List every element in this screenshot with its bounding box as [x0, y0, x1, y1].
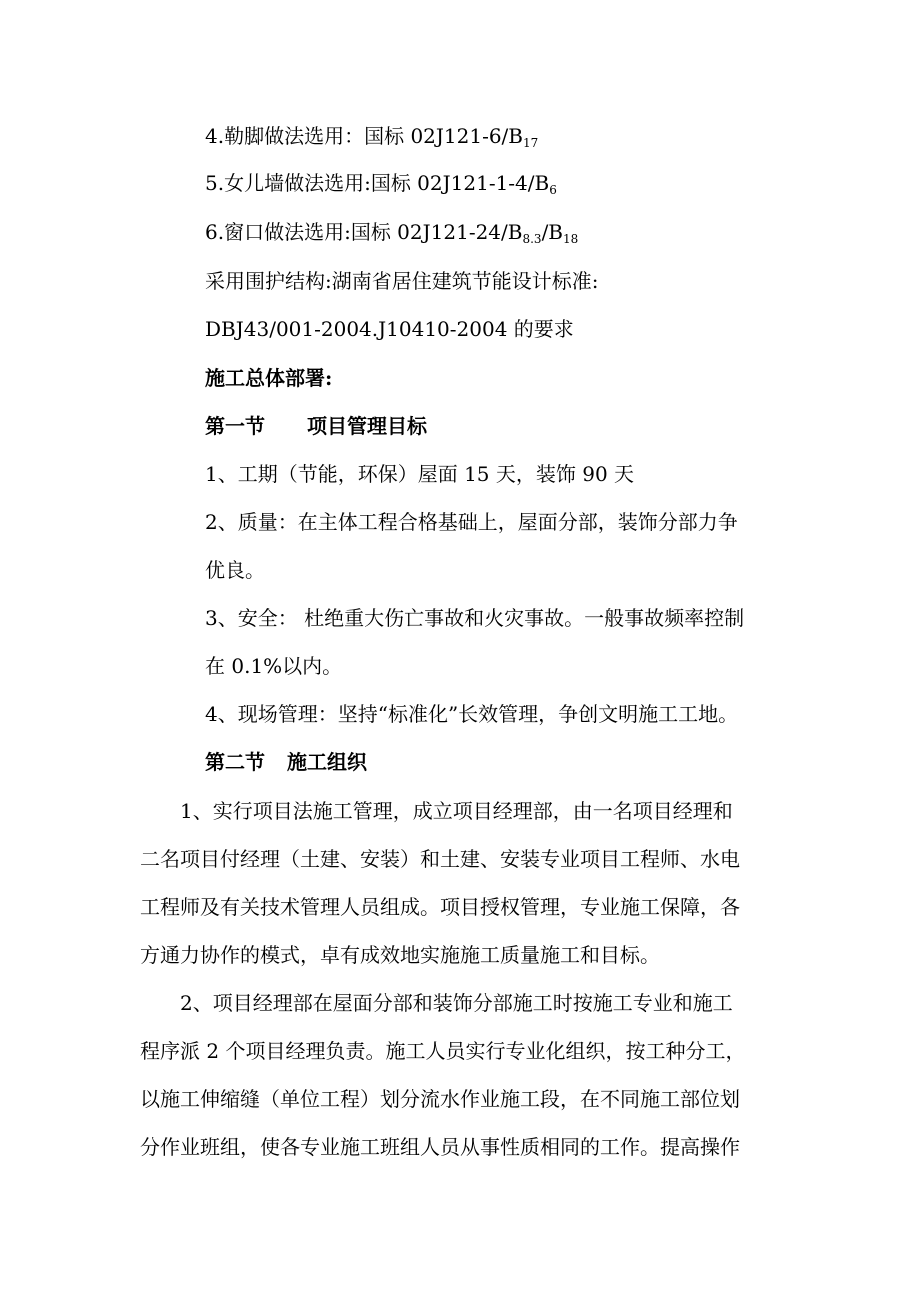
section2-para1-line: 二名项目付经理（土建、安装）和土建、安装专业项目工程师、水电 — [140, 847, 740, 871]
section1-item: 优良。 — [205, 558, 265, 582]
section1-number: 第一节 — [205, 414, 265, 438]
spec-line-window — [205, 220, 578, 244]
section1-heading — [205, 414, 427, 438]
section2-para1-line: 方通力协作的模式，卓有成效地实施施工质量施工和目标。 — [140, 943, 660, 967]
section2-para2-line: 2、项目经理部在屋面分部和装饰分部施工时按施工专业和施工 — [180, 991, 733, 1015]
section1-title: 项目管理目标 — [307, 414, 427, 438]
spec-parapet-text: 5.女儿墙做法选用:国标 02J121-1-4/B — [205, 171, 550, 195]
section2-para2-line: 程序派 2 个项目经理负责。施工人员实行专业化组织，按工种分工， — [140, 1039, 746, 1063]
spec-plinth-text: 4.勒脚做法选用：国标 02J121-6/B — [205, 124, 523, 148]
spec-window-text: 6.窗口做法选用:国标 02J121-24/B — [205, 220, 523, 244]
spec-line-plinth — [205, 124, 538, 148]
spec-line-envelope: 采用围护结构:湖南省居住建筑节能设计标准: — [205, 269, 599, 293]
spec-window-subscript-1: 8.3 — [522, 232, 542, 246]
spec-parapet-subscript: 6 — [549, 183, 557, 197]
spec-line-parapet — [205, 171, 557, 195]
section2-para2-line: 以施工伸缩缝（单位工程）划分流水作业施工段，在不同施工部位划 — [140, 1087, 740, 1111]
spec-window-mid: /B — [541, 220, 563, 244]
section2-para1-line: 工程师及有关技术管理人员组成。项目授权管理，专业施工保障，各 — [140, 895, 740, 919]
deployment-heading: 施工总体部署: — [205, 366, 333, 390]
section1-item: 在 0.1%以内。 — [205, 654, 343, 678]
spec-line-standard: DBJ43/001-2004.J10410-2004 的要求 — [205, 317, 574, 341]
section1-item: 2、质量：在主体工程合格基础上，屋面分部，装饰分部力争 — [205, 510, 738, 534]
section2-para2-line: 分作业班组，使各专业施工班组人员从事性质相同的工作。提高操作 — [140, 1135, 740, 1159]
section2-number: 第二节 — [205, 750, 265, 774]
spec-plinth-subscript: 17 — [523, 136, 539, 150]
spec-window-subscript-2: 18 — [563, 232, 579, 246]
section2-para1-line: 1、实行项目法施工管理，成立项目经理部，由一名项目经理和 — [180, 799, 733, 823]
section1-item: 4、现场管理：坚持“标准化”长效管理，争创文明施工工地。 — [205, 702, 739, 726]
section2-title: 施工组织 — [287, 750, 367, 774]
section2-heading — [205, 750, 367, 774]
section1-item: 1、工期（节能，环保）屋面 15 天，装饰 90 天 — [205, 462, 635, 486]
section1-item: 3、安全： 杜绝重大伤亡事故和火灾事故。一般事故频率控制 — [205, 606, 745, 630]
